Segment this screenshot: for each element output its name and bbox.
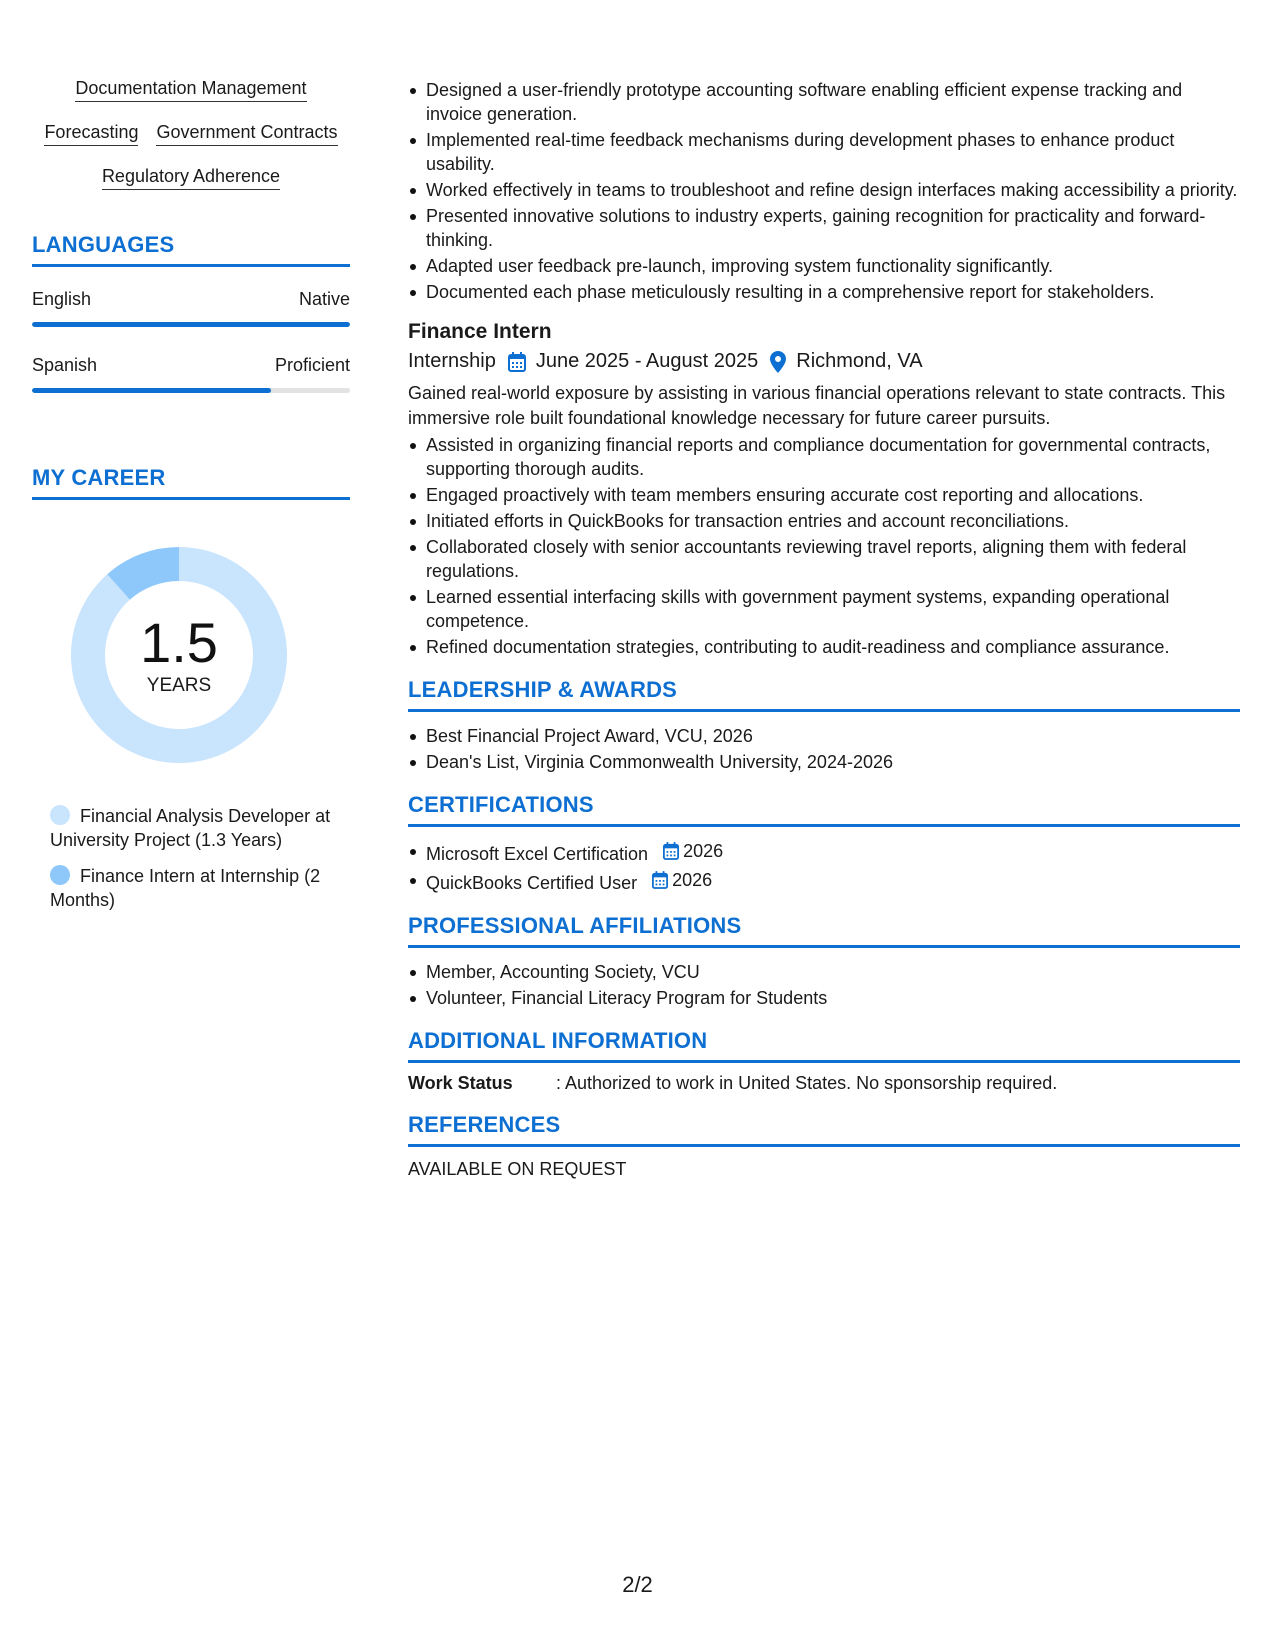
- legend-label: Finance Intern at Internship (2 Months): [50, 866, 321, 910]
- list-item: Adapted user feedback pre-launch, improving system functionality significantly.: [408, 254, 1240, 278]
- language-level: Proficient: [274, 355, 350, 375]
- language-bar: [32, 388, 350, 393]
- cert-name: Microsoft Excel Certification: [426, 844, 649, 864]
- job-description: Gained real-world exposure by assisting in various financial operations relevant to state contracts. This immersive role built foundational knowledge necessary for future career pursuits.: [408, 383, 1226, 428]
- list-item: Learned essential interfacing skills with government payment systems, expanding operational competence.: [408, 585, 1240, 633]
- language-name: Spanish: [32, 355, 98, 375]
- career-donut-chart: [66, 542, 292, 768]
- references-text: AVAILABLE ON REQUEST: [408, 1159, 627, 1179]
- list-item: Volunteer, Financial Literacy Program for Students: [408, 986, 1240, 1010]
- list-item: Implemented real-time feedback mechanisms during development phases to enhance product usability.: [408, 128, 1240, 176]
- language-bar-fill: [32, 388, 271, 393]
- certifications-heading: CERTIFICATIONS: [408, 792, 1240, 827]
- work-status-value: : Authorized to work in United States. No sponsorship required.: [556, 1073, 1058, 1093]
- skill-tag: Documentation Management: [75, 78, 306, 102]
- legend-swatch: [50, 865, 70, 885]
- list-item: Engaged proactively with team members ensuring accurate cost reporting and allocations.: [408, 483, 1240, 507]
- job-dates: June 2025 - August 2025: [535, 350, 759, 372]
- list-item: Worked effectively in teams to troubleshoot and refine design interfaces making accessibility a priority.: [408, 178, 1240, 202]
- list-item: Assisted in organizing financial reports and compliance documentation for governmental contracts, supporting thorough audits.: [408, 433, 1240, 481]
- legend-swatch: [50, 805, 70, 825]
- calendar-icon: [508, 352, 526, 372]
- location-pin-icon: [770, 351, 786, 373]
- list-item: Documented each phase meticulously resulting in a comprehensive report for stakeholders.: [408, 280, 1240, 304]
- skills-list: [32, 78, 350, 190]
- legend-item: [50, 804, 340, 852]
- career-total: 1.5: [140, 611, 218, 674]
- list-item: Member, Accounting Society, VCU: [408, 960, 1240, 984]
- main-content: [408, 78, 1240, 1180]
- cert-year: [663, 839, 723, 863]
- list-item: Presented innovative solutions to industry experts, gaining recognition for practicality and forward-thinking.: [408, 204, 1240, 252]
- job-location: Richmond, VA: [796, 350, 923, 372]
- languages-heading: LANGUAGES: [32, 232, 350, 267]
- job-bullets: [408, 433, 1240, 659]
- cert-year-text: 2026: [672, 870, 713, 890]
- work-status-label: Work Status: [408, 1073, 513, 1093]
- list-item: Refined documentation strategies, contributing to audit-readiness and compliance assurance.: [408, 635, 1240, 659]
- career-unit: YEARS: [146, 675, 212, 696]
- cert-year: [652, 868, 712, 892]
- additional-info-heading: ADDITIONAL INFORMATION: [408, 1028, 1240, 1063]
- page-number: 2/2: [622, 1572, 653, 1597]
- affiliations-list: [408, 960, 1240, 1010]
- list-item: [408, 839, 1240, 866]
- language-level: Native: [298, 289, 350, 309]
- references-heading: REFERENCES: [408, 1112, 1240, 1147]
- list-item: Collaborated closely with senior accountants reviewing travel reports, aligning them with federal regulations.: [408, 535, 1240, 583]
- list-item: Designed a user-friendly prototype accounting software enabling efficient expense tracking and invoice generation.: [408, 78, 1240, 126]
- legend-item: [50, 864, 340, 912]
- leadership-list: [408, 724, 1240, 774]
- list-item: [408, 868, 1240, 895]
- prev-job-bullets: [408, 78, 1240, 304]
- donut-center: [66, 542, 292, 768]
- list-item: Dean's List, Virginia Commonwealth University, 2024-2026: [408, 750, 1240, 774]
- affiliations-heading: PROFESSIONAL AFFILIATIONS: [408, 913, 1240, 948]
- calendar-icon: [652, 871, 668, 889]
- career-legend: [50, 804, 340, 912]
- cert-year-text: 2026: [683, 841, 724, 861]
- skill-tag: Government Contracts: [156, 122, 337, 146]
- calendar-icon: [663, 842, 679, 860]
- career-heading: MY CAREER: [32, 465, 350, 500]
- language-bar: [32, 322, 350, 327]
- cert-name: QuickBooks Certified User: [426, 873, 638, 893]
- language-name: English: [32, 289, 92, 309]
- work-status-row: [408, 1073, 1240, 1094]
- list-item: Best Financial Project Award, VCU, 2026: [408, 724, 1240, 748]
- certifications-list: [408, 839, 1240, 895]
- language-item: [32, 289, 350, 327]
- job-title: Finance Intern: [408, 320, 552, 343]
- language-item: [32, 355, 350, 393]
- sidebar: [32, 78, 350, 924]
- list-item: Initiated efforts in QuickBooks for transaction entries and account reconciliations.: [408, 509, 1240, 533]
- job-meta: [408, 350, 1240, 373]
- legend-label: Financial Analysis Developer at University Project (1.3 Years): [50, 806, 331, 850]
- language-bar-fill: [32, 322, 350, 327]
- skill-tag: Regulatory Adherence: [102, 166, 280, 190]
- job-company: Internship: [408, 350, 496, 372]
- skill-tag: Forecasting: [44, 122, 138, 146]
- leadership-heading: LEADERSHIP & AWARDS: [408, 677, 1240, 712]
